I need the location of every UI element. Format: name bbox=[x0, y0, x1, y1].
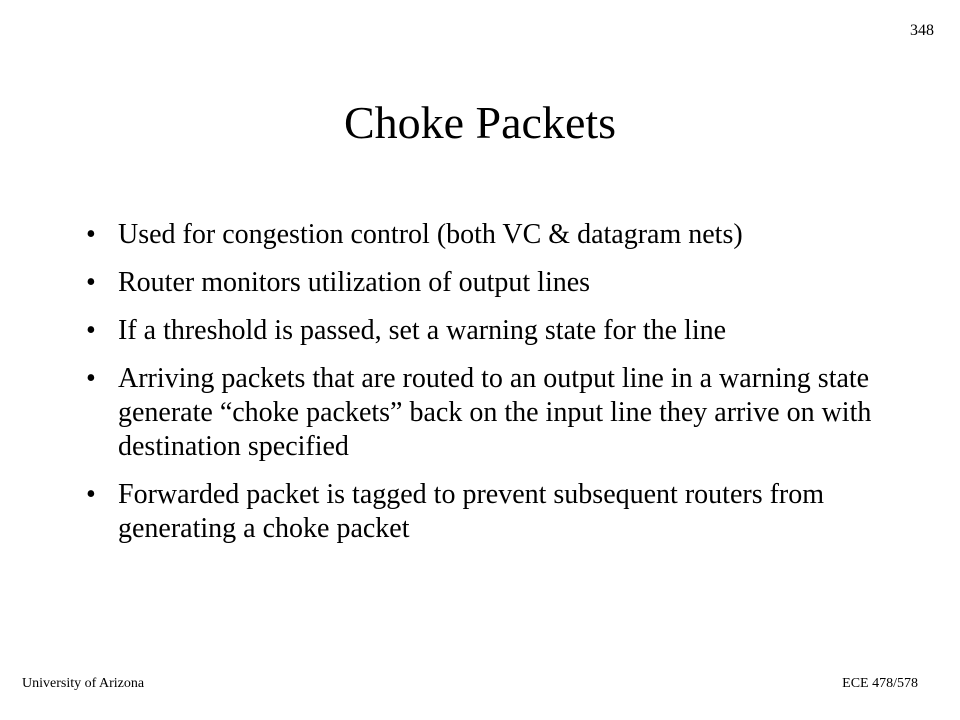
footer-course: ECE 478/578 bbox=[842, 676, 918, 691]
bullet-text: If a threshold is passed, set a warning state for the line bbox=[118, 315, 727, 346]
bullet-item bbox=[78, 266, 908, 300]
footer-university: University of Arizona bbox=[22, 676, 145, 691]
page-number: 348 bbox=[910, 22, 934, 39]
bullet-text: Used for congestion control (both VC & datagram nets) bbox=[118, 219, 743, 250]
bullet-list bbox=[78, 218, 908, 560]
bullet-icon: • bbox=[86, 267, 96, 298]
slide-title: Choke Packets bbox=[343, 97, 617, 148]
bullet-text: Forwarded packet is tagged to prevent subsequent routers from generating a choke packet bbox=[118, 479, 825, 544]
bullet-item bbox=[78, 478, 908, 546]
bullet-icon: • bbox=[86, 479, 96, 510]
bullet-item bbox=[78, 362, 908, 464]
bullet-item bbox=[78, 314, 908, 348]
bullet-icon: • bbox=[86, 363, 96, 394]
bullet-icon: • bbox=[86, 315, 96, 346]
bullet-text: Arriving packets that are routed to an output line in a warning state generate “choke packets” back on the input line they arrive on with destination specified bbox=[118, 363, 872, 462]
bullet-item bbox=[78, 218, 908, 252]
bullet-icon: • bbox=[86, 219, 96, 250]
bullet-text: Router monitors utilization of output lines bbox=[118, 267, 591, 298]
